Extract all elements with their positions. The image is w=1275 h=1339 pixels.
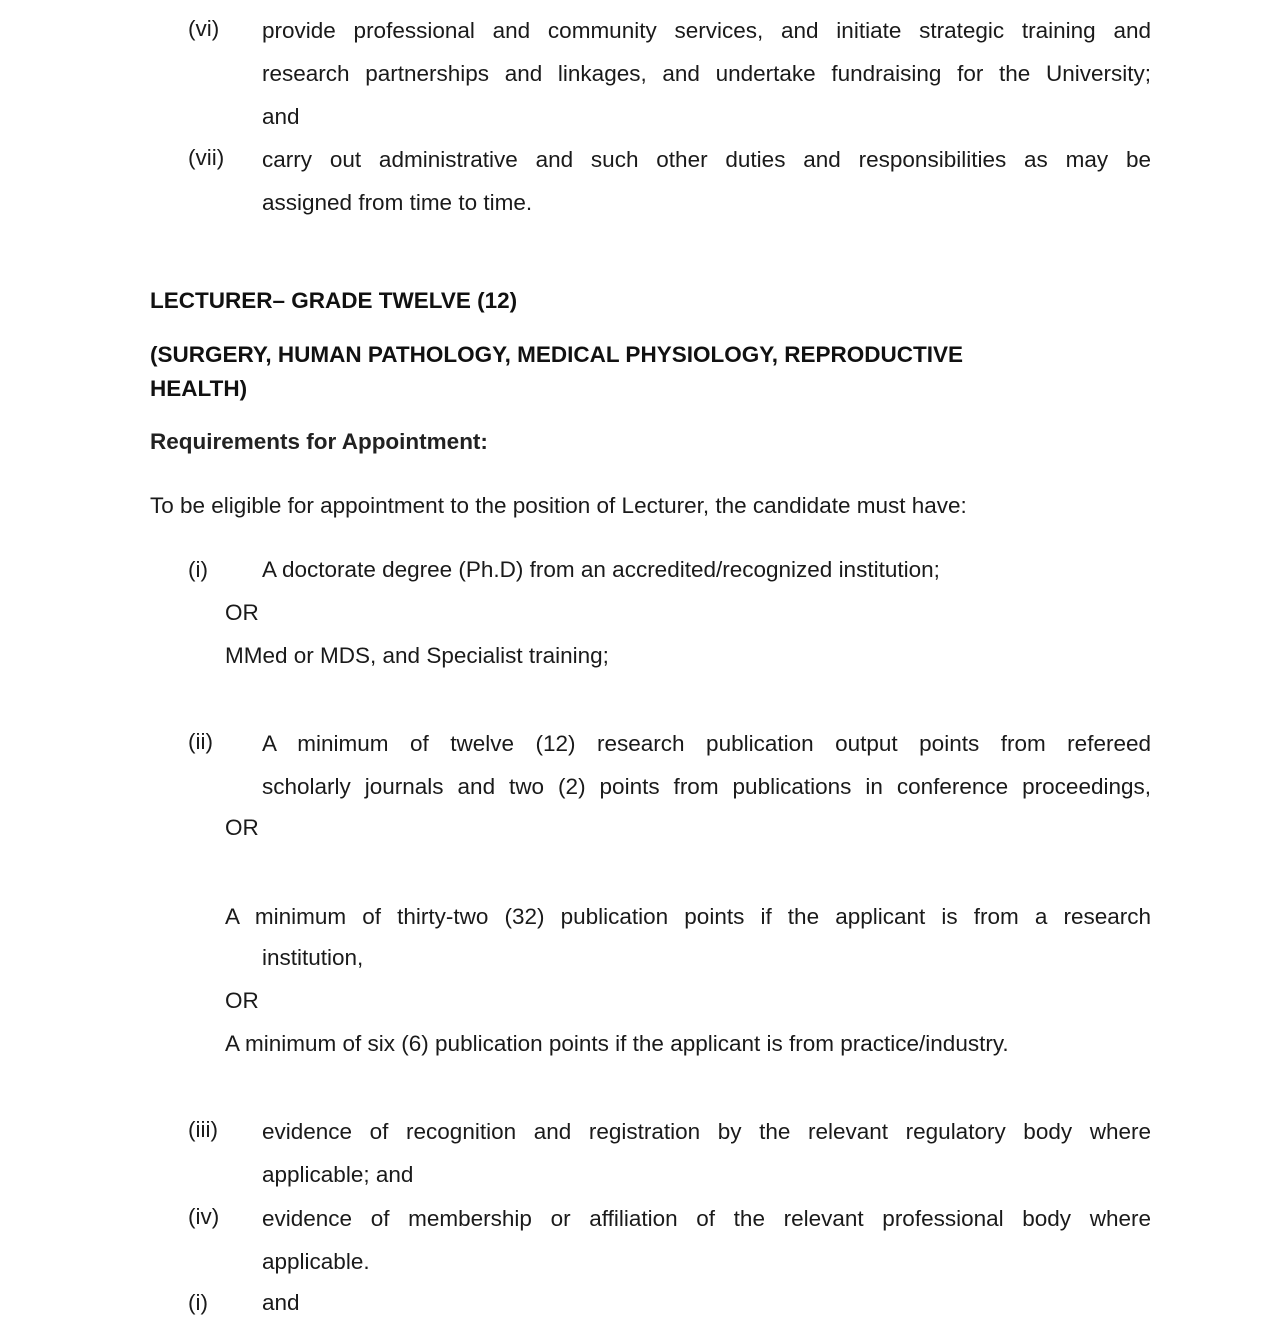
requirement-text: and [262, 1290, 300, 1315]
requirement-text: evidence of recognition and registration by the relevant regulatory body where [262, 1119, 1151, 1144]
requirement-alternative: institution, [262, 945, 364, 970]
requirement-text: scholarly journals and two (2) points from publications in conference proceedings, [262, 774, 1151, 799]
requirements-heading: Requirements for Appointment: [150, 429, 488, 454]
or-separator: OR [225, 988, 259, 1013]
list-item-text: provide professional and community services, and initiate strategic training and [262, 18, 1151, 43]
requirement-alternative: A minimum of thirty-two (32) publication points if the applicant is from a research [225, 904, 1151, 929]
list-marker: (ii) [188, 729, 213, 754]
list-marker: (iii) [188, 1117, 218, 1142]
list-marker: (i) [188, 1290, 208, 1315]
requirement-text: applicable; and [262, 1162, 414, 1187]
requirement-alternative: MMed or MDS, and Specialist training; [225, 643, 609, 668]
requirement-text: A doctorate degree (Ph.D) from an accredited/recognized institution; [262, 557, 940, 582]
requirement-alternative: A minimum of six (6) publication points if the applicant is from practice/industry. [225, 1031, 1009, 1056]
list-item-text: assigned from time to time. [262, 190, 533, 215]
section-subtitle-line2: HEALTH) [150, 376, 248, 401]
intro-paragraph: To be eligible for appointment to the position of Lecturer, the candidate must have: [150, 493, 967, 518]
list-item-text: research partnerships and linkages, and undertake fundraising for the University; [262, 61, 1151, 86]
list-marker: (vi) [188, 16, 220, 41]
list-marker: (vii) [188, 145, 225, 170]
section-title: LECTURER– GRADE TWELVE (12) [150, 288, 518, 313]
requirement-text: applicable. [262, 1249, 370, 1274]
list-item-text: and [262, 104, 300, 129]
requirement-text: evidence of membership or affiliation of the relevant professional body where [262, 1206, 1151, 1231]
list-marker: (iv) [188, 1204, 220, 1229]
or-separator: OR [225, 815, 259, 840]
list-item-text: carry out administrative and such other duties and responsibilities as may be [262, 147, 1151, 172]
requirement-text: A minimum of twelve (12) research publication output points from refereed [262, 731, 1151, 756]
or-separator: OR [225, 600, 259, 625]
section-subtitle-line1: (SURGERY, HUMAN PATHOLOGY, MEDICAL PHYSIOLOGY, REPRODUCTIVE [150, 342, 963, 367]
list-marker: (i) [188, 557, 208, 582]
